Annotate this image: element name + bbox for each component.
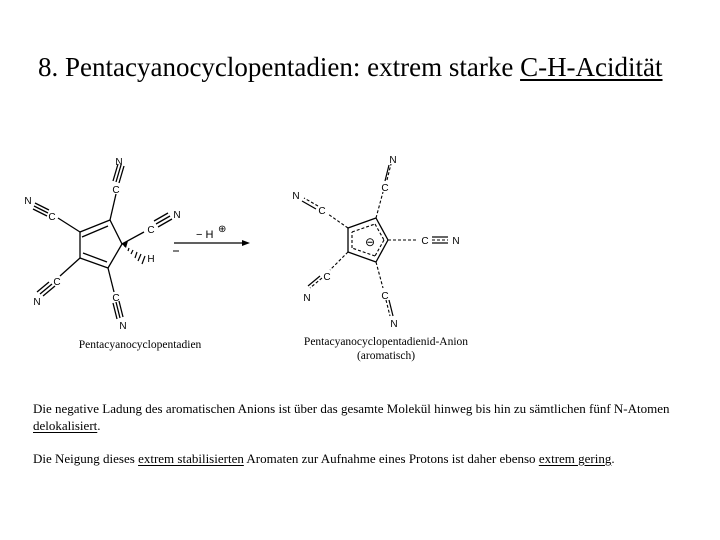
p1-underlined: delokalisiert (33, 418, 98, 433)
atom-label: N (24, 196, 32, 207)
reaction-arrow (173, 224, 250, 251)
atom-label: N (389, 155, 397, 166)
left-atom-labels (24, 157, 180, 332)
atom-label: N (119, 321, 127, 332)
atom-label: N (33, 297, 41, 308)
atom-label: C (147, 225, 155, 236)
p1-text: Die negative Ladung des aromatischen Anions ist über das gesamte Molekül hinweg bis hin zu sämtlichen fünf N-Atomen (33, 401, 670, 416)
p2-underlined-2: extrem gering (538, 451, 612, 466)
paragraph-protonation (33, 450, 693, 467)
atom-label: N (173, 210, 181, 221)
atom-label: C (112, 293, 120, 304)
left-molecule-caption: Pentacyanocyclopentadien (78, 339, 202, 351)
atom-label: C (112, 185, 120, 196)
reagent-charge: ⊕ (218, 224, 227, 235)
p2-middle: Aromaten zur Aufnahme eines Protons ist daher ebenso (243, 451, 539, 466)
reagent-label: − H (196, 229, 214, 241)
atom-label: N (115, 157, 123, 168)
atom-label: C (318, 206, 326, 217)
paragraph-delocalization (33, 400, 693, 434)
atom-label: N (292, 191, 300, 202)
p2-end: . (611, 451, 615, 466)
atom-label: C (421, 236, 429, 247)
atom-label: C (48, 212, 56, 223)
wedge-bond-h (125, 246, 145, 264)
anion-charge: ⊖ (364, 235, 376, 249)
reaction-scheme (0, 140, 720, 340)
molecule-left (33, 164, 172, 319)
atom-label: C (323, 272, 331, 283)
atom-label: N (452, 236, 460, 247)
right-caption-line2: (aromatisch) (356, 350, 416, 362)
p2-underlined-1: extrem stabilisierten (138, 451, 244, 466)
atom-label: H (147, 254, 155, 265)
atom-label: N (390, 319, 398, 330)
atom-label: N (303, 293, 311, 304)
title-prefix: 8. Pentacyanocyclopentadien: extrem starke (38, 52, 521, 82)
atom-label: C (381, 183, 389, 194)
atom-label: C (381, 291, 389, 302)
page-title (38, 52, 663, 83)
p1-end: . (97, 418, 101, 433)
atom-label: C (53, 277, 61, 288)
p2-text: Die Neigung dieses (33, 451, 139, 466)
right-molecule-caption (286, 335, 486, 363)
right-caption-line1: Pentacyanocyclopentadienid-Anion (303, 336, 469, 348)
title-underlined: C-H-Acidität (520, 52, 663, 82)
